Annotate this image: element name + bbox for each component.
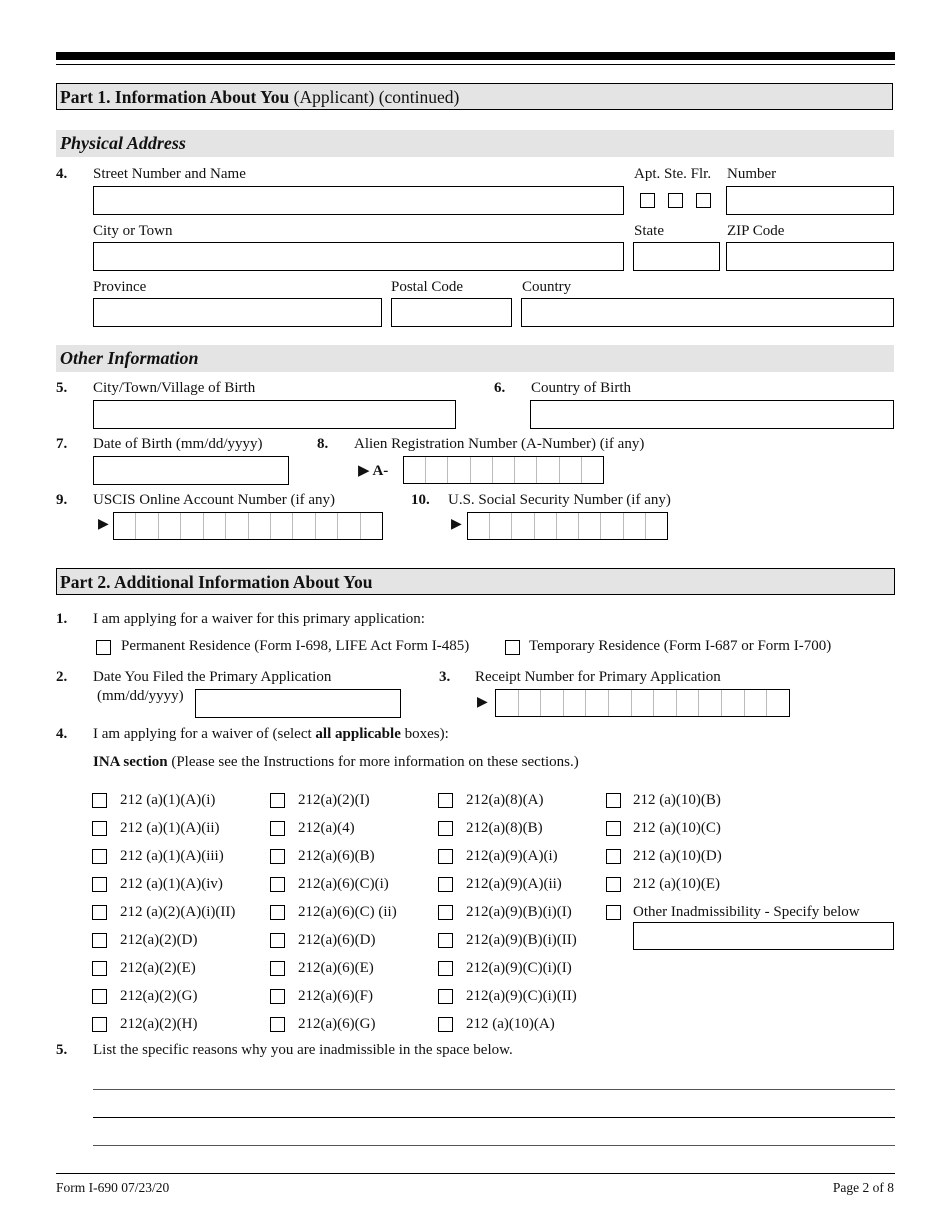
a-number-input[interactable] <box>403 456 604 484</box>
ste-checkbox[interactable] <box>668 193 683 208</box>
q10-number: 10. <box>411 492 430 508</box>
ina-section-note-text: (Please see the Instructions for more information on these sections.) <box>167 754 579 770</box>
q7-number: 7. <box>56 436 68 452</box>
postal-code-label: Postal Code <box>391 279 464 295</box>
uscis-account-input[interactable] <box>113 512 383 540</box>
a-number-prefix: ▶ A- <box>358 463 389 479</box>
ina-column-4 <box>606 786 860 926</box>
ina-column-1 <box>92 786 235 1038</box>
ina-checkbox[interactable] <box>92 989 107 1004</box>
ina-item[interactable] <box>606 786 860 814</box>
province-label: Province <box>93 279 147 295</box>
street-label: Street Number and Name <box>93 166 246 182</box>
ina-item-label: 212 (a)(1)(A)(ii) <box>120 819 220 836</box>
ina-checkbox[interactable] <box>92 1017 107 1032</box>
ina-item[interactable] <box>270 814 397 842</box>
p2-q2-number: 2. <box>56 669 68 685</box>
ina-item-label: 212(a)(9)(A)(i) <box>466 847 558 864</box>
state-input[interactable] <box>633 242 720 271</box>
ina-item[interactable] <box>92 954 235 982</box>
receipt-number-label: Receipt Number for Primary Application <box>475 669 721 685</box>
ina-item-label: 212(a)(9)(A)(ii) <box>466 875 562 892</box>
ina-item-label: 212(a)(8)(B) <box>466 819 543 836</box>
ina-item[interactable] <box>92 898 235 926</box>
date-filed-label: Date You Filed the Primary Application <box>93 669 332 685</box>
part2-header <box>56 568 895 595</box>
ina-item[interactable] <box>270 982 397 1010</box>
ina-item[interactable] <box>92 814 235 842</box>
p2-q4-number: 4. <box>56 726 68 742</box>
ina-item-label: 212(a)(9)(C)(i)(I) <box>466 959 572 976</box>
top-rule-thick <box>56 52 895 60</box>
ina-item-label: 212(a)(2)(G) <box>120 987 198 1004</box>
receipt-arrow-icon: ▶ <box>477 695 488 710</box>
ina-item-label: 212(a)(9)(B)(i)(I) <box>466 903 572 920</box>
ina-item[interactable] <box>92 1010 235 1038</box>
birth-city-label: City/Town/Village of Birth <box>93 380 256 396</box>
ina-item[interactable] <box>92 786 235 814</box>
ina-checkbox[interactable] <box>438 849 453 864</box>
ina-checkbox[interactable] <box>438 933 453 948</box>
ina-item[interactable] <box>438 1010 577 1038</box>
ina-checkbox[interactable] <box>270 793 285 808</box>
apt-number-input[interactable] <box>726 186 894 215</box>
ina-item[interactable] <box>606 842 860 870</box>
ssn-input[interactable] <box>467 512 668 540</box>
ina-checkbox[interactable] <box>270 933 285 948</box>
reason-line-2[interactable] <box>93 1117 895 1118</box>
footer-page-number: Page 2 of 8 <box>832 1180 894 1195</box>
ina-checkbox[interactable] <box>270 877 285 892</box>
ina-item-label: 212(a)(2)(I) <box>298 791 370 808</box>
ina-checkbox[interactable] <box>270 821 285 836</box>
ina-item[interactable] <box>438 982 577 1010</box>
ina-item-label: 212 (a)(10)(D) <box>633 847 722 864</box>
ina-checkbox[interactable] <box>92 877 107 892</box>
q9-number: 9. <box>56 492 68 508</box>
footer-form-id: Form I-690 07/23/20 <box>56 1180 170 1195</box>
reason-line-1[interactable] <box>93 1089 895 1090</box>
ina-item-label: 212(a)(6)(E) <box>298 959 374 976</box>
ina-item[interactable] <box>438 786 577 814</box>
p2-q4-label <box>93 726 449 743</box>
ina-section-note <box>93 754 579 771</box>
ina-item[interactable] <box>270 786 397 814</box>
zip-label: ZIP Code <box>727 223 785 239</box>
number-label: Number <box>727 166 777 182</box>
ina-item-label: 212(a)(6)(C) (ii) <box>298 903 397 920</box>
p2-q5-label: List the specific reasons why you are inadmissible in the space below. <box>93 1042 513 1058</box>
ina-checkbox[interactable] <box>438 989 453 1004</box>
ssn-arrow-icon: ▶ <box>451 517 462 532</box>
ina-item-label: 212(a)(8)(A) <box>466 791 544 808</box>
ina-item-label: 212(a)(6)(F) <box>298 987 373 1004</box>
q4-number: 4. <box>56 166 68 182</box>
ssn-label: U.S. Social Security Number (if any) <box>448 492 671 508</box>
ina-item[interactable] <box>270 898 397 926</box>
ina-checkbox[interactable] <box>438 1017 453 1032</box>
flr-checkbox[interactable] <box>696 193 711 208</box>
p2-q1-number: 1. <box>56 611 68 627</box>
ina-checkbox[interactable] <box>92 793 107 808</box>
ina-item-label: 212(a)(6)(D) <box>298 931 376 948</box>
ina-item-label: 212(a)(6)(G) <box>298 1015 376 1032</box>
date-filed-input[interactable] <box>195 689 401 718</box>
part1-header-subtitle: (Applicant) (continued) <box>289 87 460 107</box>
ina-item[interactable] <box>606 814 860 842</box>
ina-item-label: 212 (a)(10)(A) <box>466 1015 555 1032</box>
ina-checkbox[interactable] <box>606 793 621 808</box>
physical-address-header: Physical Address <box>56 130 894 157</box>
top-rule-thin <box>56 64 895 65</box>
ina-item[interactable] <box>92 982 235 1010</box>
ina-item[interactable] <box>92 842 235 870</box>
apt-checkbox[interactable] <box>640 193 655 208</box>
ina-item[interactable] <box>270 1010 397 1038</box>
apt-ste-flr-label: Apt. Ste. Flr. <box>634 166 712 182</box>
temporary-residence-label: Temporary Residence (Form I-687 or Form I-700) <box>529 638 832 654</box>
p2-q4-label-bold: all applicable <box>315 726 401 742</box>
ina-item-label: 212 (a)(1)(A)(iv) <box>120 875 223 892</box>
q8-number: 8. <box>317 436 329 452</box>
ina-checkbox[interactable] <box>438 821 453 836</box>
dob-input[interactable] <box>93 456 289 485</box>
ina-item[interactable] <box>270 842 397 870</box>
permanent-residence-label: Permanent Residence (Form I-698, LIFE Act Form I-485) <box>121 638 470 654</box>
ina-item[interactable] <box>270 926 397 954</box>
ina-checkbox[interactable] <box>606 849 621 864</box>
a-number-label: Alien Registration Number (A-Number) (if any) <box>354 436 645 452</box>
ina-checkbox[interactable] <box>92 961 107 976</box>
ina-item-label: 212(a)(9)(C)(i)(II) <box>466 987 577 1004</box>
ina-item-label: 212 (a)(10)(B) <box>633 791 721 808</box>
q6-number: 6. <box>494 380 506 396</box>
ina-checkbox[interactable] <box>270 1017 285 1032</box>
p2-q4-label-post: boxes): <box>400 726 449 742</box>
ina-item-label: 212(a)(2)(D) <box>120 931 198 948</box>
ina-item-label: 212(a)(6)(C)(i) <box>298 875 389 892</box>
ina-item-label: 212(a)(9)(B)(i)(II) <box>466 931 577 948</box>
street-input[interactable] <box>93 186 624 215</box>
ina-checkbox[interactable] <box>92 905 107 920</box>
ina-checkbox[interactable] <box>92 821 107 836</box>
ina-item[interactable] <box>438 954 577 982</box>
ina-item[interactable] <box>438 898 577 926</box>
other-inadmissibility-checkbox[interactable] <box>606 905 621 920</box>
state-label: State <box>634 223 664 239</box>
ina-item[interactable] <box>92 926 235 954</box>
ina-item-label: 212 (a)(10)(E) <box>633 875 721 892</box>
city-input[interactable] <box>93 242 624 271</box>
reason-line-3[interactable] <box>93 1145 895 1146</box>
ina-section-title: INA section <box>93 754 168 770</box>
uscis-arrow-icon: ▶ <box>98 517 109 532</box>
ina-item-label: 212 (a)(1)(A)(i) <box>120 791 216 808</box>
ina-item-label: 212 (a)(10)(C) <box>633 819 721 836</box>
part1-header <box>56 83 893 110</box>
p2-q4-label-pre: I am applying for a waiver of (select <box>93 726 316 742</box>
ina-checkbox[interactable] <box>270 849 285 864</box>
part1-header-title: Part 1. Information About You <box>60 87 290 107</box>
country-of-birth-label: Country of Birth <box>531 380 631 396</box>
ina-item-label: 212 (a)(2)(A)(i)(II) <box>120 903 236 920</box>
dob-label: Date of Birth (mm/dd/yyyy) <box>93 436 263 452</box>
ina-column-2 <box>270 786 397 1038</box>
p2-q3-number: 3. <box>439 669 451 685</box>
footer-rule <box>56 1173 895 1174</box>
ina-checkbox[interactable] <box>92 849 107 864</box>
ina-item[interactable] <box>270 870 397 898</box>
p2-q1-label: I am applying for a waiver for this primary application: <box>93 611 425 627</box>
other-inadmissibility-label: Other Inadmissibility - Specify below <box>633 903 860 920</box>
country-label: Country <box>522 279 572 295</box>
ina-item-label: 212(a)(2)(H) <box>120 1015 198 1032</box>
temporary-residence-checkbox[interactable] <box>505 640 520 655</box>
permanent-residence-checkbox[interactable] <box>96 640 111 655</box>
ina-checkbox[interactable] <box>438 905 453 920</box>
zip-input[interactable] <box>726 242 894 271</box>
ina-checkbox[interactable] <box>270 961 285 976</box>
ina-item-label: 212(a)(4) <box>298 819 355 836</box>
date-filed-format: (mm/dd/yyyy) <box>97 688 184 704</box>
ina-checkbox[interactable] <box>270 989 285 1004</box>
receipt-number-input[interactable] <box>495 689 790 717</box>
ina-item[interactable] <box>438 926 577 954</box>
ina-item[interactable] <box>438 842 577 870</box>
ina-checkbox[interactable] <box>438 961 453 976</box>
other-inadmissibility-input[interactable] <box>633 922 894 950</box>
ina-checkbox[interactable] <box>606 821 621 836</box>
ina-checkbox[interactable] <box>438 877 453 892</box>
ina-item[interactable] <box>270 954 397 982</box>
birth-city-input[interactable] <box>93 400 456 429</box>
country-of-birth-input[interactable] <box>530 400 894 429</box>
country-input[interactable] <box>521 298 894 327</box>
ina-item[interactable] <box>606 870 860 898</box>
ina-column-3 <box>438 786 577 1038</box>
p2-q5-number: 5. <box>56 1042 68 1058</box>
part2-header-title: Part 2. Additional Information About You <box>60 572 373 592</box>
ina-checkbox[interactable] <box>270 905 285 920</box>
city-label: City or Town <box>93 223 173 239</box>
q5-number: 5. <box>56 380 68 396</box>
other-information-header: Other Information <box>56 345 894 372</box>
postal-code-input[interactable] <box>391 298 512 327</box>
ina-checkbox[interactable] <box>606 877 621 892</box>
ina-item-label: 212 (a)(1)(A)(iii) <box>120 847 224 864</box>
ina-item[interactable] <box>438 814 577 842</box>
province-input[interactable] <box>93 298 382 327</box>
ina-item[interactable] <box>438 870 577 898</box>
ina-item-label: 212(a)(2)(E) <box>120 959 196 976</box>
uscis-account-label: USCIS Online Account Number (if any) <box>93 492 336 508</box>
ina-item-label: 212(a)(6)(B) <box>298 847 375 864</box>
ina-checkbox[interactable] <box>438 793 453 808</box>
ina-item[interactable] <box>92 870 235 898</box>
ina-checkbox[interactable] <box>92 933 107 948</box>
